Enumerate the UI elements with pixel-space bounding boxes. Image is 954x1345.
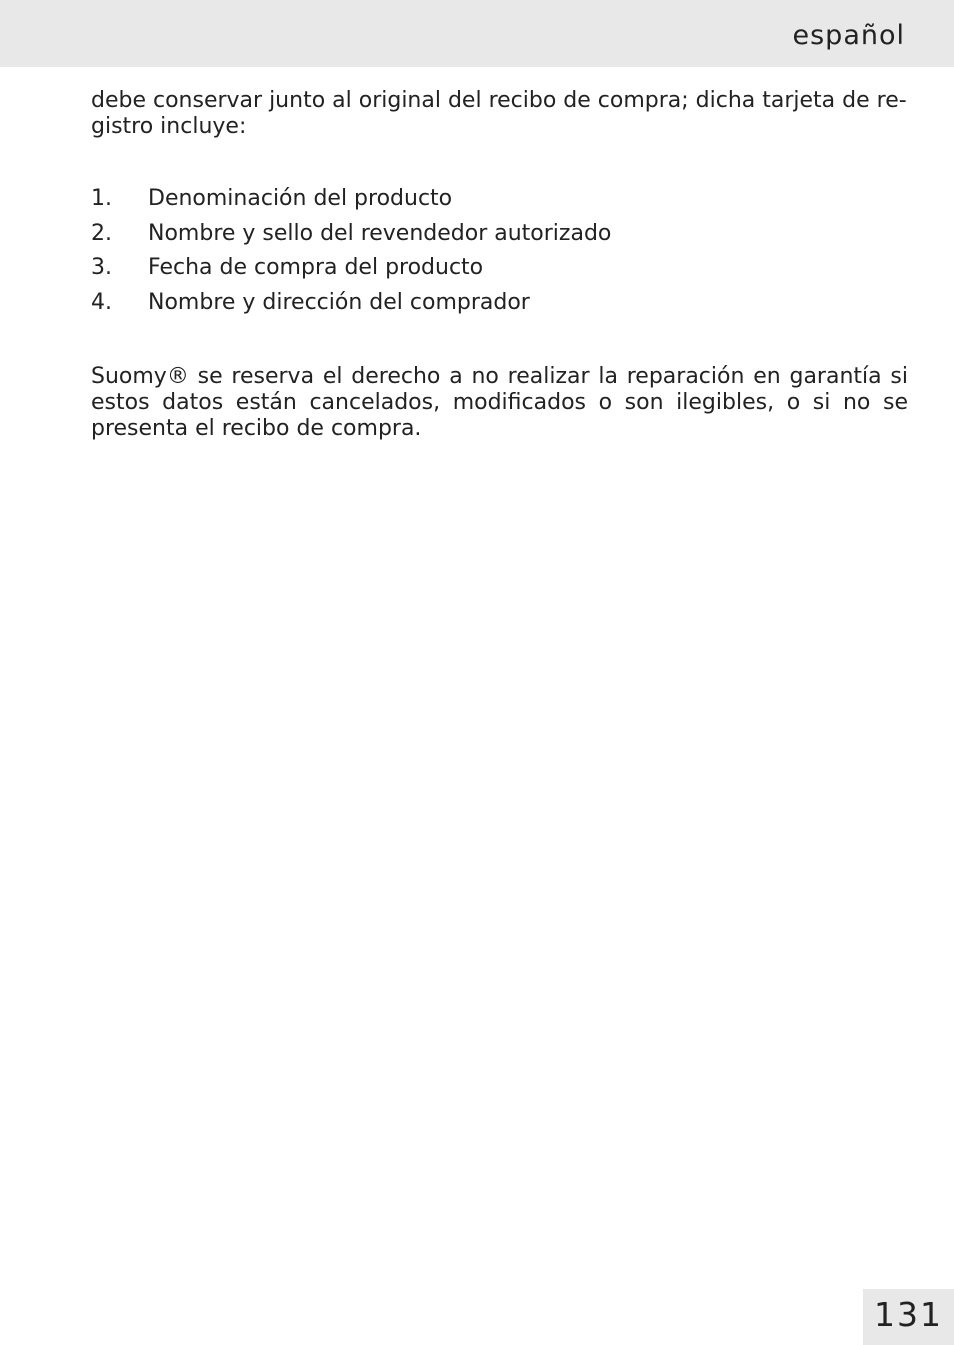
list-item-text: Nombre y sello del revendedor autorizado (148, 220, 612, 246)
list-item-text: Denominación del producto (148, 186, 453, 211)
warranty-note-paragraph: Suomy® se reserva el derecho a no realizar la reparación en garantía si estos datos están cancelados, modificados o son ilegibles, o si no se presenta el recibo de compra. (91, 364, 908, 441)
list-item-number: 1. (91, 186, 112, 211)
language-label: español (792, 20, 905, 51)
page-number-box (863, 1289, 954, 1345)
list-item-number: 4. (91, 289, 112, 315)
list-item-number: 2. (91, 220, 112, 246)
list-item-text: Fecha de compra del producto (148, 255, 484, 280)
page-content (91, 88, 908, 442)
list-item (91, 182, 908, 217)
registration-list (91, 182, 908, 320)
page-number: 131 (874, 1295, 943, 1334)
list-item-number: 3. (91, 255, 112, 280)
list-item (91, 217, 908, 252)
intro-paragraph: debe conservar junto al original del recibo de compra; dicha tarjeta de re- gistro incluye: (91, 88, 907, 139)
list-item (91, 286, 908, 321)
header-band (0, 0, 954, 67)
list-item-text: Nombre y dirección del comprador (148, 289, 530, 315)
list-item (91, 251, 908, 286)
